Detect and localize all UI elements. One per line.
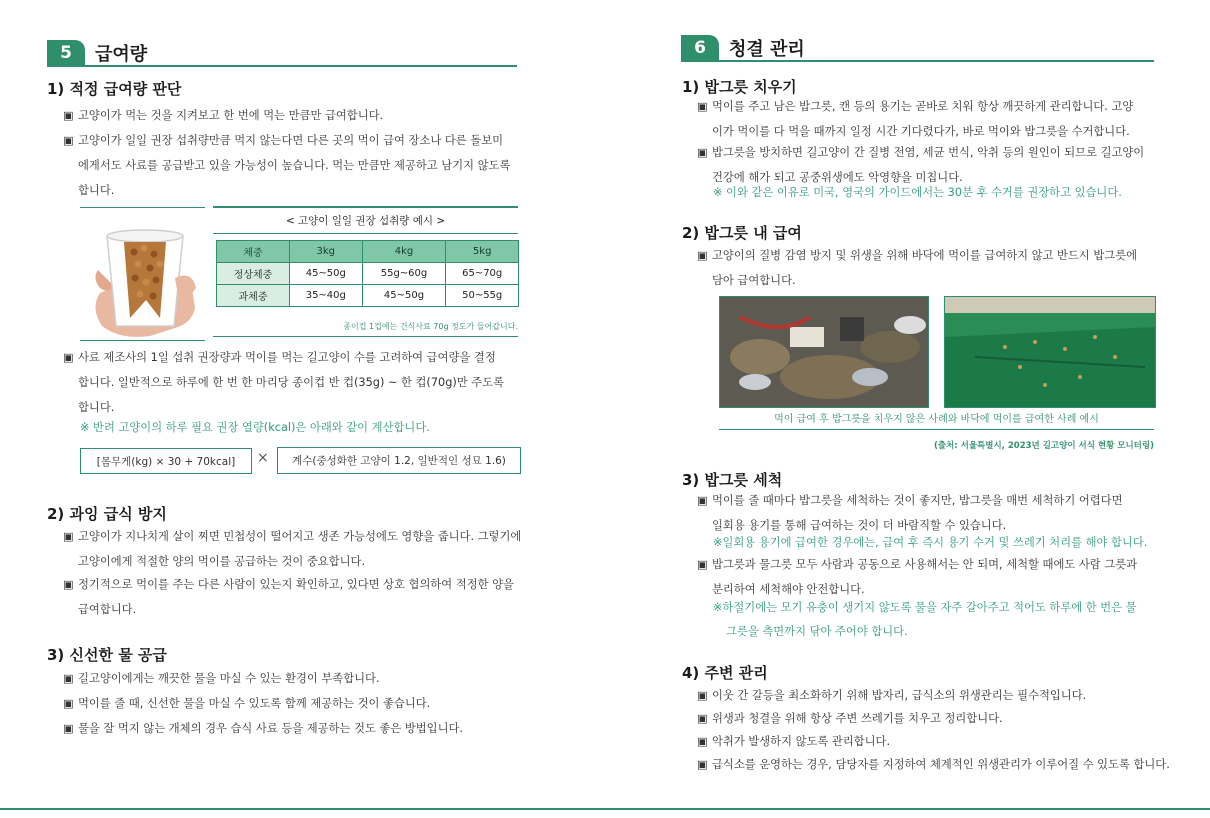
table-cell: 정상체중: [217, 263, 290, 285]
table-row: [217, 263, 519, 285]
table-bottom-rule: [213, 336, 518, 337]
formula-box-right: 계수(중성화한 고양이 1.2, 일반적인 성묘 1.6): [277, 447, 521, 474]
paragraph: ▣ 사료 제조사의 1일 섭취 권장량과 먹이를 먹는 길고양이 수를 고려하여 급여량을 결정 합니다. 일반적으로 하루에 한 번 한 마리당 종이컵 반 컵(35g) ~ 한 컵(70g)만 주도록 합니다.: [63, 351, 505, 414]
subsection-heading: 3) 밥그릇 세척: [682, 471, 783, 489]
table-header-row: [217, 241, 519, 263]
table-top-rule: [213, 206, 518, 208]
photo-caption-rule: [719, 429, 1154, 430]
section-title: 청결 관리: [729, 39, 805, 60]
note: ※하절기에는 모기 유충이 생기지 않도록 물을 자주 갈아주고 적어도 하루에 한 번은 물 그릇을 측면까지 닦아 주어야 합니다.: [713, 601, 1137, 638]
table-cell: 55g~60g: [362, 263, 446, 285]
paragraph: ▣ 위생과 청결을 위해 항상 주변 쓰레기를 치우고 정리합니다.: [697, 712, 1003, 725]
paragraph: ▣ 정기적으로 먹이를 주는 다른 사람이 있는지 확인하고, 있다면 상호 협의하여 적정한 양을 급여합니다.: [63, 578, 514, 616]
section-5-header: [47, 40, 147, 66]
table-header-cell: 5kg: [446, 241, 519, 263]
subsection-heading: 1) 적정 급여량 판단: [47, 80, 182, 98]
section-number: 6: [681, 35, 719, 61]
paragraph: ▣ 이웃 간 갈등을 최소화하기 위해 밥자리, 급식소의 위생관리는 필수적입니다.: [697, 689, 1087, 702]
section-number: 5: [47, 40, 85, 66]
photo-food-on-floor: [944, 296, 1156, 408]
paragraph: ▣ 고양이가 지나치게 살이 찌면 민첩성이 떨어지고 생존 가능성에도 영향을 줍니다. 그렇기에 고양이에게 적절한 양의 먹이를 공급하는 것이 중요합니다.: [63, 530, 522, 568]
paper-cup-illustration: [80, 207, 205, 341]
note: ※ 반려 고양이의 하루 필요 권장 열량(kcal)은 아래와 같이 계산합니다.: [80, 421, 430, 434]
page-bottom-rule: [0, 808, 1210, 810]
paragraph: ▣ 물을 잘 먹지 않는 개체의 경우 습식 사료 등을 제공하는 것도 좋은 방법입니다.: [63, 722, 463, 735]
subsection-heading: 2) 밥그릇 내 급여: [682, 224, 802, 242]
subsection-heading: 1) 밥그릇 치우기: [682, 78, 797, 96]
paragraph: ▣ 먹이를 줄 때마다 밥그릇을 세척하는 것이 좋지만, 밥그릇을 매번 세척하기 어렵다면 일회용 용기를 통해 급여하는 것이 더 바람직할 수 있습니다.: [697, 494, 1123, 532]
table-header-cell: 3kg: [290, 241, 363, 263]
section-6-header: [681, 35, 805, 61]
paragraph: ▣ 밥그릇을 방치하면 길고양이 간 질병 전염, 세균 번식, 악취 등의 원인이 되므로 길고양이 건강에 해가 되고 공중위생에도 악영향을 미칩니다.: [697, 146, 1145, 184]
paragraph: ▣ 고양이의 질병 감염 방지 및 위생을 위해 바닥에 먹이를 급여하지 않고 반드시 밥그릇에 담아 급여합니다.: [697, 249, 1138, 287]
note: ※ 이와 같은 이유로 미국, 영국의 가이드에서는 30분 후 수거를 권장하고 있습니다.: [713, 186, 1122, 199]
table-caption: 종이컵 1컵에는 건식사료 70g 정도가 들어갑니다.: [343, 322, 518, 331]
paragraph: ▣ 고양이가 먹는 것을 지켜보고 한 번에 먹는 만큼만 급여합니다.: [63, 109, 384, 122]
formula-box-left: [몸무게(kg) × 30 + 70kcal]: [80, 448, 252, 474]
paragraph: ▣ 밥그릇과 물그릇 모두 사람과 공동으로 사용해서는 안 되며, 세척할 때에도 사람 그릇과 분리하여 세척해야 안전합니다.: [697, 558, 1138, 596]
section-title: 급여량: [95, 44, 148, 65]
subsection-heading: 2) 과잉 급식 방지: [47, 505, 167, 523]
note: ※일회용 용기에 급여한 경우에는, 급여 후 즉시 용기 수거 및 쓰레기 처리를 해야 합니다.: [713, 536, 1148, 549]
table-cell: 35~40g: [290, 285, 363, 307]
subsection-heading: 3) 신선한 물 공급: [47, 646, 167, 664]
paragraph: ▣ 길고양이에게는 깨끗한 물을 마실 수 있는 환경이 부족합니다.: [63, 672, 380, 685]
paragraph: ▣ 고양이가 일일 권장 섭취량만큼 먹지 않는다면 다른 곳의 먹이 급여 장소나 다른 돌보미 에게서도 사료를 공급받고 있을 가능성이 높습니다. 먹는 만큼만 제공하고 남기지 않도록 합니다.: [63, 134, 511, 197]
photo-uncleared-bowls: [719, 296, 929, 408]
table-cell: 45~50g: [362, 285, 446, 307]
table-cell: 50~55g: [446, 285, 519, 307]
table-cell: 45~50g: [290, 263, 363, 285]
multiply-sign: ×: [257, 450, 269, 466]
table-header-cell: 체중: [217, 241, 290, 263]
paragraph: ▣ 먹이를 줄 때, 신선한 물을 마실 수 있도록 함께 제공하는 것이 좋습니다.: [63, 697, 431, 710]
table-title: < 고양이 일일 권장 섭취량 예시 >: [285, 215, 446, 227]
paragraph: ▣ 급식소를 운영하는 경우, 담당자를 지정하여 체계적인 위생관리가 이루어질 수 있도록 합니다.: [697, 758, 1170, 771]
source-citation: (출처: 서울특별시, 2023년 길고양이 서식 현황 모니터링): [933, 441, 1154, 451]
table-title-rule: [213, 233, 518, 234]
table-cell: 과체중: [217, 285, 290, 307]
table-row: [217, 285, 519, 307]
table-cell: 65~70g: [446, 263, 519, 285]
section-divider: [47, 65, 517, 67]
table-header-cell: 4kg: [362, 241, 446, 263]
section-divider: [681, 60, 1154, 62]
paragraph: ▣ 먹이를 주고 남은 밥그릇, 캔 등의 용기는 곧바로 치워 항상 깨끗하게 관리합니다. 고양 이가 먹이를 다 먹을 때까지 일정 시간 기다렸다가, 바로 먹이와 밥그릇을 수거합니다.: [697, 100, 1134, 138]
paragraph: ▣ 악취가 발생하지 않도록 관리합니다.: [697, 735, 891, 748]
photo-caption: 먹이 급여 후 밥그릇을 치우지 않은 사례와 바닥에 먹이를 급여한 사례 예시: [774, 414, 1099, 425]
subsection-heading: 4) 주변 관리: [682, 664, 768, 682]
intake-table: [216, 240, 519, 307]
